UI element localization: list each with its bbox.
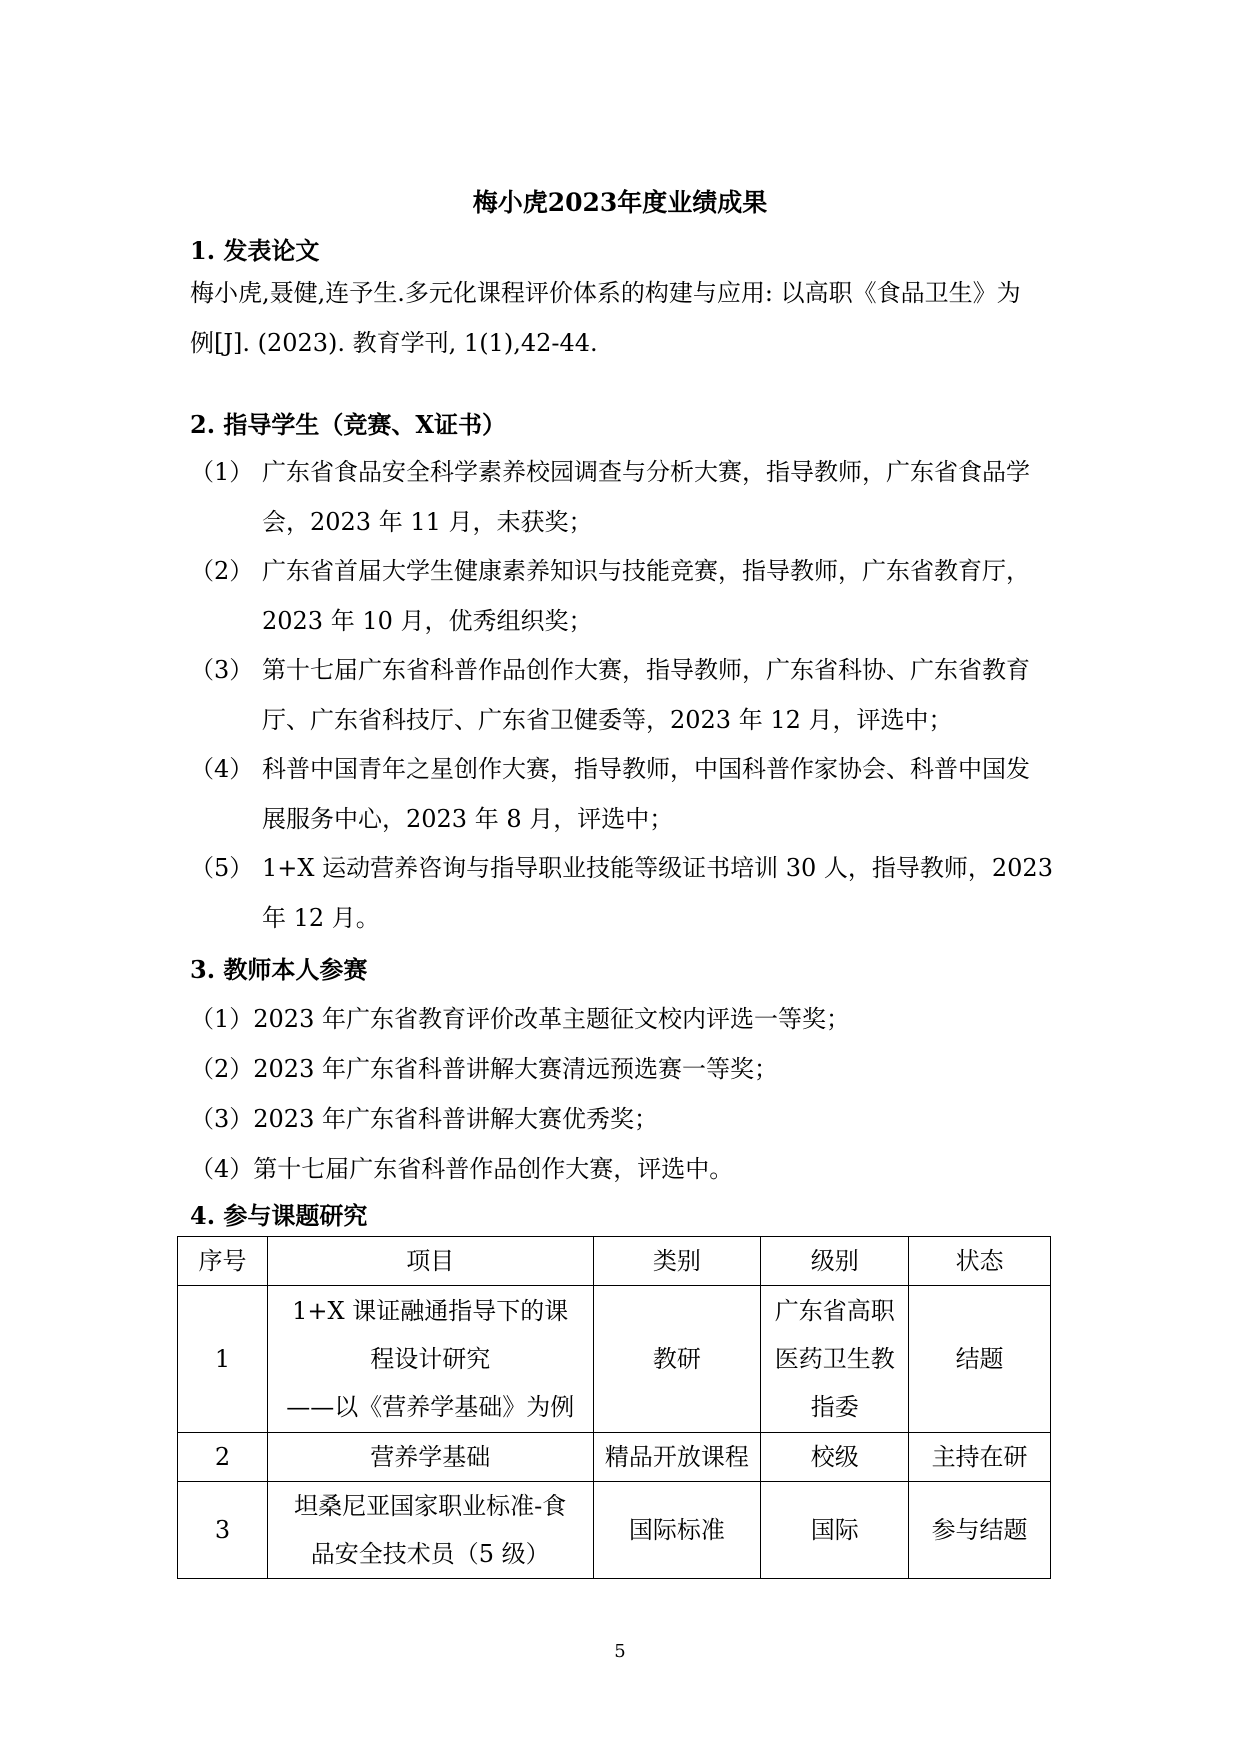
student-item-number: （5）	[190, 854, 254, 882]
cell-project	[267, 1286, 593, 1433]
student-item-line: 厅、广东省科技厅、广东省卫健委等，2023 年 12 月，评选中；	[262, 706, 953, 734]
student-item-number: （3）	[190, 656, 254, 684]
cell-no: 2	[178, 1433, 268, 1482]
student-item-line: 展服务中心，2023 年 8 月，评选中；	[262, 805, 674, 833]
column-header: 类别	[593, 1237, 761, 1286]
cell-no: 1	[178, 1286, 268, 1433]
cell-line: 国际	[810, 1516, 859, 1544]
page-title: 梅小虎2023年度业绩成果	[472, 188, 768, 217]
cell-level	[761, 1286, 909, 1433]
section-papers-heading: 1. 发表论文	[190, 236, 320, 265]
student-item-text	[262, 645, 1060, 745]
research-table	[177, 1236, 1051, 1579]
cell-status: 结题	[909, 1286, 1051, 1433]
student-item-text	[262, 744, 1060, 844]
cell-level	[761, 1433, 909, 1482]
cell-line: 1+X 课证融通指导下的课	[292, 1297, 569, 1325]
section-competitions-heading: 3. 教师本人参赛	[190, 955, 368, 984]
competition-item: （4）第十七届广东省科普作品创作大赛，评选中。	[190, 1155, 734, 1183]
column-header: 级别	[761, 1237, 909, 1286]
competition-item: （2）2023 年广东省科普讲解大赛清远预选赛一等奖；	[190, 1055, 778, 1083]
student-item-line: 2023 年 10 月，优秀组织奖；	[262, 607, 593, 635]
cell-project	[267, 1433, 593, 1482]
student-item-line: 会，2023 年 11 月，未获奖；	[262, 508, 593, 536]
student-item-line: 1+X 运动营养咨询与指导职业技能等级证书培训 30 人，指导教师，2023	[262, 854, 1053, 882]
student-item-text	[262, 843, 1060, 943]
student-item-text	[262, 546, 1060, 646]
page-number: 5	[614, 1641, 626, 1662]
student-item-number: （1）	[190, 458, 254, 486]
cell-line: 指委	[810, 1393, 859, 1421]
student-item-line: 第十七届广东省科普作品创作大赛，指导教师，广东省科协、广东省教育	[262, 656, 1030, 684]
cell-line: 营养学基础	[370, 1443, 491, 1471]
paper-citation-line-1: 梅小虎,聂健,连予生.多元化课程评价体系的构建与应用: 以高职《食品卫生》为	[190, 279, 1021, 307]
cell-status: 主持在研	[909, 1433, 1051, 1482]
cell-line: 校级	[810, 1443, 859, 1471]
cell-status: 参与结题	[909, 1482, 1051, 1579]
student-item-number: （2）	[190, 557, 254, 585]
cell-line: 程设计研究	[370, 1345, 491, 1373]
cell-line: 坦桑尼亚国家职业标准-食	[294, 1492, 567, 1520]
cell-line: 医药卫生教	[774, 1345, 895, 1373]
cell-line: 广东省高职	[774, 1297, 895, 1325]
cell-project	[267, 1482, 593, 1579]
cell-category: 精品开放课程	[593, 1433, 761, 1482]
cell-level	[761, 1482, 909, 1579]
student-item-line: 科普中国青年之星创作大赛，指导教师，中国科普作家协会、科普中国发	[262, 755, 1030, 783]
cell-line: ——以《营养学基础》为例	[286, 1393, 575, 1421]
student-item-number: （4）	[190, 755, 254, 783]
section-students-heading: 2. 指导学生（竞赛、X证书）	[190, 410, 507, 439]
section-research-heading: 4. 参与课题研究	[190, 1201, 368, 1230]
competition-item: （1）2023 年广东省教育评价改革主题征文校内评选一等奖；	[190, 1005, 850, 1033]
column-header: 序号	[178, 1237, 268, 1286]
cell-no: 3	[178, 1482, 268, 1579]
column-header: 状态	[909, 1237, 1051, 1286]
cell-category: 国际标准	[593, 1482, 761, 1579]
column-header: 项目	[267, 1237, 593, 1286]
cell-category: 教研	[593, 1286, 761, 1433]
student-item-line: 年 12 月。	[262, 904, 380, 932]
student-item-text	[262, 447, 1060, 547]
table-header-row	[178, 1237, 1051, 1286]
cell-line: 品安全技术员（5 级）	[310, 1540, 550, 1568]
table-row	[178, 1482, 1051, 1579]
competition-item: （3）2023 年广东省科普讲解大赛优秀奖；	[190, 1105, 658, 1133]
student-item-line: 广东省食品安全科学素养校园调查与分析大赛，指导教师，广东省食品学	[262, 458, 1030, 486]
student-item-line: 广东省首届大学生健康素养知识与技能竞赛，指导教师，广东省教育厅，	[262, 557, 1030, 585]
table-row	[178, 1286, 1051, 1433]
paper-citation-line-2: 例[J]. (2023). 教育学刊, 1(1),42-44.	[190, 329, 598, 357]
table-row	[178, 1433, 1051, 1482]
